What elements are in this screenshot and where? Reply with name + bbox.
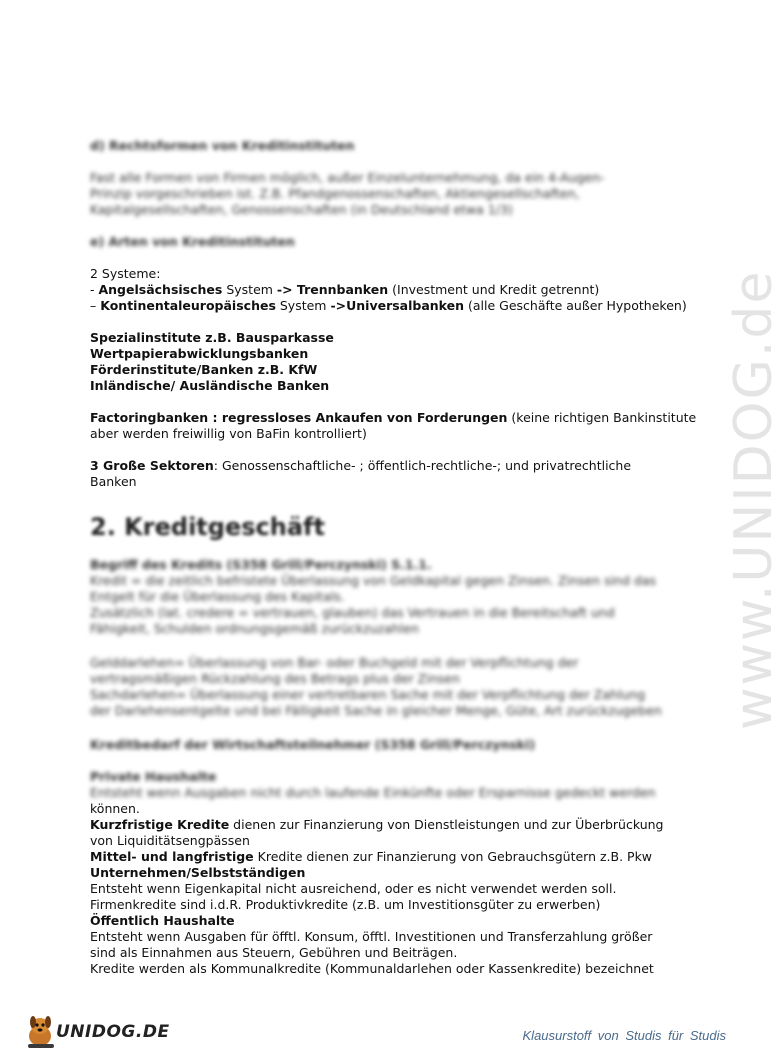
watermark — [668, 269, 784, 730]
sectors-note: : Genossenschaftliche- ; öffentlich-rechtliche-; und privatrechtliche — [213, 458, 632, 473]
blurred-paragraph-line: Zusätzlich (lat. credere = vertrauen, glauben) das Vertrauen in die Bereitschaft und — [90, 605, 615, 620]
short-term-credit-term: Kurzfristige Kredite — [90, 817, 230, 832]
special-institute-item: Wertpapierabwicklungsbanken — [90, 346, 309, 361]
blurred-heading-e: e) Arten von Kreditinstituten — [90, 234, 295, 249]
body-line: von Liquiditätsengpässen — [90, 833, 250, 848]
body-line: sind als Einnahmen aus Steuern, Gebühren und Beiträgen. — [90, 945, 458, 960]
systems-term: Angelsächsisches — [98, 282, 223, 297]
logo-text: UNIDOG.DE — [56, 1022, 170, 1042]
sectors-line-1 — [90, 458, 631, 474]
systems-word: System — [275, 298, 331, 313]
long-term-credit-line — [90, 849, 652, 865]
body-line: Firmenkredite sind i.d.R. Produktivkredite (z.B. um Investitionsgüter zu erwerben) — [90, 897, 601, 912]
systems-line-2 — [90, 298, 687, 314]
systems-line-1 — [90, 282, 599, 298]
blurred-paragraph-line: der Darlehensentgelte und bei Fälligkeit Sache in gleicher Menge, Güte, Art zurückzugeben — [90, 703, 662, 718]
body-line: Entsteht wenn Eigenkapital nicht ausreichend, oder es nicht verwendet werden soll. — [90, 881, 617, 896]
blurred-paragraph-line: Gelddarlehen= Überlassung von Bar- oder Buchgeld mit der Verpflichtung der — [90, 655, 579, 670]
factoring-line-2: aber werden freiwillig von BaFin kontrolliert) — [90, 426, 367, 441]
special-institute-item: Förderinstitute/Banken z.B. KfW — [90, 362, 318, 377]
body-line: Entsteht wenn Ausgaben für öfftl. Konsum, öfftl. Investitionen und Transferzahlung größer — [90, 929, 653, 944]
systems-dash: - — [90, 282, 99, 297]
long-term-credit-text: Kredite dienen zur Finanzierung von Gebrauchsgütern z.B. Pkw — [253, 849, 653, 864]
body-line: Kredite werden als Kommunalkredite (Kommunaldarlehen oder Kassenkredite) bezeichnet — [90, 961, 654, 976]
short-term-credit-text: dienen zur Finanzierung von Dienstleistungen und zur Überbrückung — [229, 817, 664, 832]
dog-mascot-icon — [24, 1012, 58, 1050]
systems-result: ->Universalbanken — [330, 298, 465, 313]
short-term-credit-line — [90, 817, 663, 833]
systems-result: -> Trennbanken — [276, 282, 389, 297]
systems-term: Kontinentaleuropäisches — [100, 298, 276, 313]
factoring-term: Factoringbanken : regressloses Ankaufen von Forderungen — [90, 410, 508, 425]
special-institute-item: Spezialinstitute z.B. Bausparkasse — [90, 330, 334, 345]
blurred-paragraph-line: Kreditbedarf der Wirtschaftsteilnehmer (S358 Grill/Perczynski) — [90, 737, 536, 752]
blurred-paragraph-line: Sachdarlehen= Überlassung einer vertretbaren Sache mit der Verpflichtung der Zahlung — [90, 687, 646, 702]
systems-note: (Investment und Kredit getrennt) — [388, 282, 600, 297]
blurred-heading-d: d) Rechtsformen von Kreditinstituten — [90, 138, 355, 153]
factoring-note: (keine richtigen Bankinstitute — [507, 410, 697, 425]
systems-word: System — [222, 282, 277, 297]
blurred-heading-private: Private Haushalte — [90, 769, 217, 784]
body-line: können. — [90, 801, 140, 816]
sectors-line-2: Banken — [90, 474, 137, 489]
factoring-line-1 — [90, 410, 696, 426]
blurred-paragraph-line: Fähigkeit, Schulden ordnungsgemäß zurückzuzahlen — [90, 621, 419, 636]
public-households-heading: Öffentlich Haushalte — [90, 913, 235, 928]
section-title: 2. Kreditgeschäft — [90, 513, 325, 541]
blurred-paragraph-line: vertragsmäßigen Rückzahlung des Betrags plus der Zinsen — [90, 671, 460, 686]
blurred-paragraph-line: Kredit = die zeitlich befristete Überlassung von Geldkapital gegen Zinsen. Zinsen sind das — [90, 573, 656, 588]
systems-dash: – — [90, 298, 101, 313]
companies-heading: Unternehmen/Selbstständigen — [90, 865, 306, 880]
watermark-text: www.UNIDOG.de — [724, 269, 784, 730]
blurred-paragraph-line: Kapitalgesellschaften, Genossenschaften (in Deutschland etwa 1/3) — [90, 202, 513, 217]
blurred-paragraph-line: Entsteht wenn Ausgaben nicht durch laufende Einkünfte oder Ersparnisse gedeckt werden — [90, 785, 656, 800]
systems-note: (alle Geschäfte außer Hypotheken) — [464, 298, 687, 313]
long-term-credit-term: Mittel- und langfristige — [90, 849, 254, 864]
blurred-paragraph-line: Fast alle Formen von Firmen möglich, außer Einzelunternehmung, da ein 4-Augen- — [90, 170, 605, 185]
sectors-term: 3 Große Sektoren — [90, 458, 214, 473]
blurred-paragraph-line: Begriff des Kredits (S358 Grill/Perczynski) S.1.1. — [90, 557, 432, 572]
blurred-paragraph-line: Prinzip vorgeschrieben ist. Z.B. Pfandgenossenschaften, Aktiengesellschaften, — [90, 186, 580, 201]
blurred-paragraph-line: Entgelt für die Überlassung des Kapitals. — [90, 589, 345, 604]
systems-intro: 2 Systeme: — [90, 266, 161, 281]
unidog-logo — [24, 1012, 174, 1052]
special-institute-item: Inländische/ Ausländische Banken — [90, 378, 330, 393]
footer-tagline: Klausurstoff von Studis für Studis — [522, 1028, 726, 1043]
